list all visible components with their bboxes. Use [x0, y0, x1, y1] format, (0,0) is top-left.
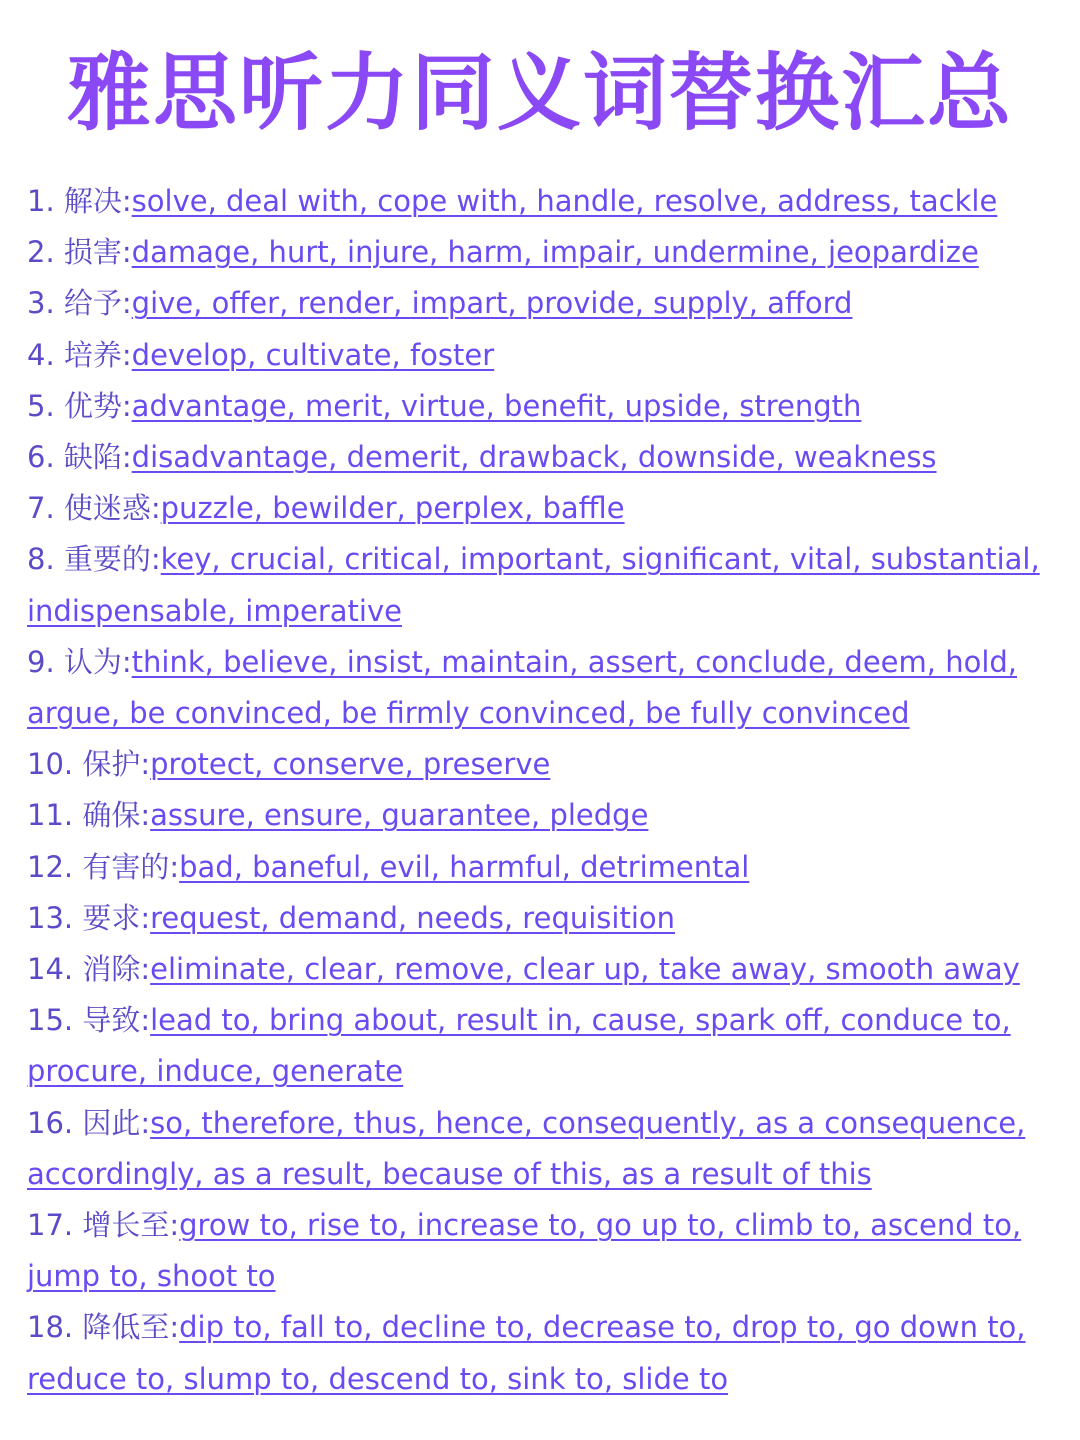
list-item	[27, 995, 1067, 1097]
entry-label: 要求:	[82, 900, 151, 935]
entry-number: 17.	[27, 1208, 74, 1243]
list-item	[27, 330, 1067, 381]
entry-number: 3.	[27, 286, 55, 321]
entry-label: 消除:	[82, 952, 151, 987]
entry-synonyms-link[interactable]: dip to, fall to, decline to, decrease to, drop to, go down to, reduce to, slump to, descend to, sink to, slide to	[27, 1310, 1026, 1396]
entry-number: 5.	[27, 388, 55, 423]
entry-synonyms-link[interactable]: solve, deal with, cope with, handle, resolve, address, tackle	[131, 184, 998, 218]
entry-number: 1.	[27, 184, 55, 218]
entry-number: 8.	[27, 542, 55, 577]
entry-synonyms-link[interactable]: disadvantage, demerit, drawback, downside, weakness	[131, 440, 937, 475]
entry-synonyms-link[interactable]: request, demand, needs, requisition	[150, 900, 675, 935]
entry-synonyms-link[interactable]: bad, baneful, evil, harmful, detrimental	[179, 849, 750, 884]
entry-synonyms-link[interactable]: protect, conserve, preserve	[150, 747, 551, 782]
page-title: 雅思听力同义词替换汇总	[66, 44, 1013, 142]
entry-synonyms-link[interactable]: key, crucial, critical, important, significant, vital, substantial, indispensable, imperative	[27, 542, 1040, 628]
entry-synonyms-link[interactable]: think, believe, insist, maintain, assert, conclude, deem, hold, argue, be convinced, be firmly convinced, be fully convinced	[27, 644, 1018, 731]
entry-synonyms-link[interactable]: lead to, bring about, result in, cause, spark off, conduce to, procure, induce, generate	[27, 1003, 1011, 1089]
entry-synonyms-link[interactable]: give, offer, render, impart, provide, supply, afford	[131, 286, 853, 321]
list-item	[27, 1098, 1067, 1200]
list-item	[27, 381, 1067, 432]
entry-number: 14.	[27, 952, 74, 987]
entry-synonyms-link[interactable]: damage, hurt, injure, harm, impair, undermine, jeopardize	[131, 235, 979, 270]
entry-label: 增长至:	[82, 1208, 180, 1243]
synonym-list	[27, 176, 1067, 1405]
entry-synonyms-link[interactable]: assure, ensure, guarantee, pledge	[150, 798, 649, 833]
entry-label: 缺陷:	[63, 440, 132, 475]
entry-number: 16.	[27, 1105, 74, 1140]
entry-number: 13.	[27, 900, 74, 935]
entry-number: 2.	[27, 235, 55, 270]
entry-synonyms-link[interactable]: so, therefore, thus, hence, consequently, as a consequence, accordingly, as a result, because of this, as a result of this	[27, 1105, 1026, 1191]
entry-label: 降低至:	[82, 1310, 180, 1345]
list-item	[27, 739, 1067, 790]
entry-number: 15.	[27, 1003, 74, 1038]
list-item	[27, 534, 1067, 636]
entry-number: 6.	[27, 440, 55, 475]
list-item	[27, 176, 1067, 227]
list-item	[27, 278, 1067, 329]
entry-label: 重要的:	[63, 542, 161, 577]
entry-number: 7.	[27, 491, 55, 526]
entry-label: 保护:	[82, 747, 151, 782]
entry-label: 培养:	[63, 337, 132, 372]
entry-label: 有害的:	[82, 849, 180, 884]
entry-label: 给予:	[63, 286, 132, 321]
list-item	[27, 1200, 1067, 1302]
entry-number: 12.	[27, 849, 74, 884]
list-item	[27, 227, 1067, 278]
entry-label: 优势:	[63, 388, 132, 423]
list-item	[27, 1302, 1067, 1404]
list-item	[27, 432, 1067, 483]
entry-label: 导致:	[82, 1003, 151, 1038]
entry-label: 解决:	[63, 184, 132, 218]
entry-label: 确保:	[82, 798, 151, 833]
entry-number: 11.	[27, 798, 74, 833]
list-item	[27, 790, 1067, 841]
entry-label: 认为:	[63, 644, 132, 679]
list-item	[27, 893, 1067, 944]
entry-label: 使迷惑:	[63, 491, 161, 526]
list-item	[27, 637, 1067, 739]
entry-synonyms-link[interactable]: puzzle, bewilder, perplex, baffle	[160, 491, 625, 526]
list-item	[27, 842, 1067, 893]
entry-number: 4.	[27, 337, 55, 372]
entry-label: 损害:	[63, 235, 132, 270]
list-item	[27, 483, 1067, 534]
entry-synonyms-link[interactable]: eliminate, clear, remove, clear up, take away, smooth away	[150, 952, 1020, 987]
entry-synonyms-link[interactable]: grow to, rise to, increase to, go up to, climb to, ascend to, jump to, shoot to	[27, 1208, 1022, 1294]
list-item	[27, 944, 1067, 995]
entry-number: 10.	[27, 747, 74, 782]
entry-synonyms-link[interactable]: advantage, merit, virtue, benefit, upside, strength	[131, 388, 862, 423]
entry-synonyms-link[interactable]: develop, cultivate, foster	[131, 337, 495, 372]
entry-label: 因此:	[82, 1105, 151, 1140]
entry-number: 9.	[27, 644, 55, 679]
entry-number: 18.	[27, 1310, 74, 1345]
